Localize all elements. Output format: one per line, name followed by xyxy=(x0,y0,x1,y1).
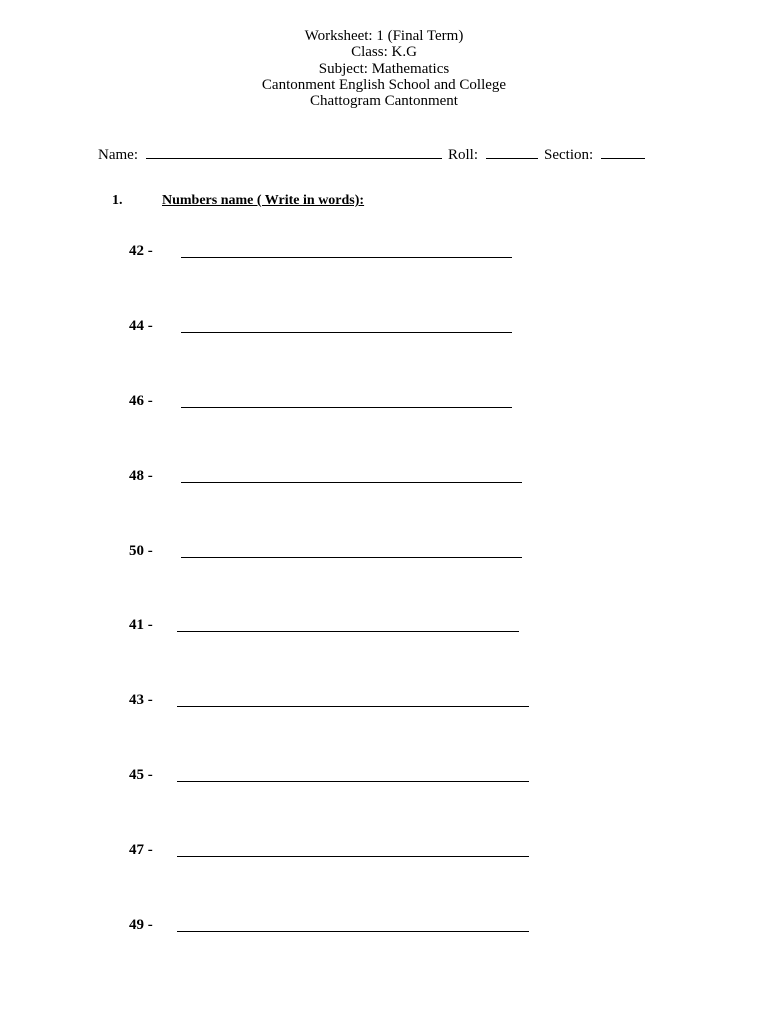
section-label: Section: xyxy=(544,147,594,163)
question-title: Numbers name ( Write in words): xyxy=(162,193,365,208)
number-item xyxy=(129,243,153,263)
number-label: 46 - xyxy=(129,393,153,409)
roll-blank[interactable] xyxy=(486,144,538,159)
number-item xyxy=(129,318,153,338)
number-item xyxy=(129,917,153,937)
roll-label: Roll: xyxy=(447,147,478,163)
number-label: 49 - xyxy=(129,917,153,933)
name-blank[interactable] xyxy=(146,144,442,159)
section-blank[interactable] xyxy=(601,144,645,159)
number-item xyxy=(129,393,153,413)
answer-blank[interactable] xyxy=(181,557,522,558)
school-name: Cantonment English School and College xyxy=(261,76,507,93)
number-item xyxy=(129,842,153,862)
number-label: 50 - xyxy=(129,543,153,559)
answer-blank[interactable] xyxy=(177,931,529,932)
number-item xyxy=(129,543,153,563)
number-item xyxy=(129,692,153,712)
number-label: 48 - xyxy=(129,468,153,484)
number-label: 45 - xyxy=(129,767,153,783)
answer-blank[interactable] xyxy=(177,706,529,707)
number-label: 47 - xyxy=(129,842,153,858)
name-label: Name: xyxy=(98,147,138,163)
answer-blank[interactable] xyxy=(181,257,512,258)
answer-blank[interactable] xyxy=(181,482,522,483)
number-label: 42 - xyxy=(129,243,153,259)
number-item xyxy=(129,468,153,488)
worksheet-title: Worksheet: 1 (Final Term) xyxy=(304,28,464,44)
number-item xyxy=(129,767,153,787)
question-number: 1. xyxy=(112,193,123,208)
number-label: 43 - xyxy=(129,692,153,708)
answer-blank[interactable] xyxy=(177,856,529,857)
question-1-heading xyxy=(112,193,364,209)
worksheet-header xyxy=(0,28,768,109)
number-label: 41 - xyxy=(129,617,153,633)
number-item xyxy=(129,617,153,637)
class-label: Class: K.G xyxy=(351,44,417,61)
answer-blank[interactable] xyxy=(181,332,512,333)
answer-blank[interactable] xyxy=(181,407,512,408)
subject-label: Subject: Mathematics xyxy=(318,60,450,77)
answer-blank[interactable] xyxy=(177,631,519,632)
answer-blank[interactable] xyxy=(177,781,529,782)
number-label: 44 - xyxy=(129,318,153,334)
school-location: Chattogram Cantonment xyxy=(310,93,458,110)
student-info-row xyxy=(98,144,651,164)
